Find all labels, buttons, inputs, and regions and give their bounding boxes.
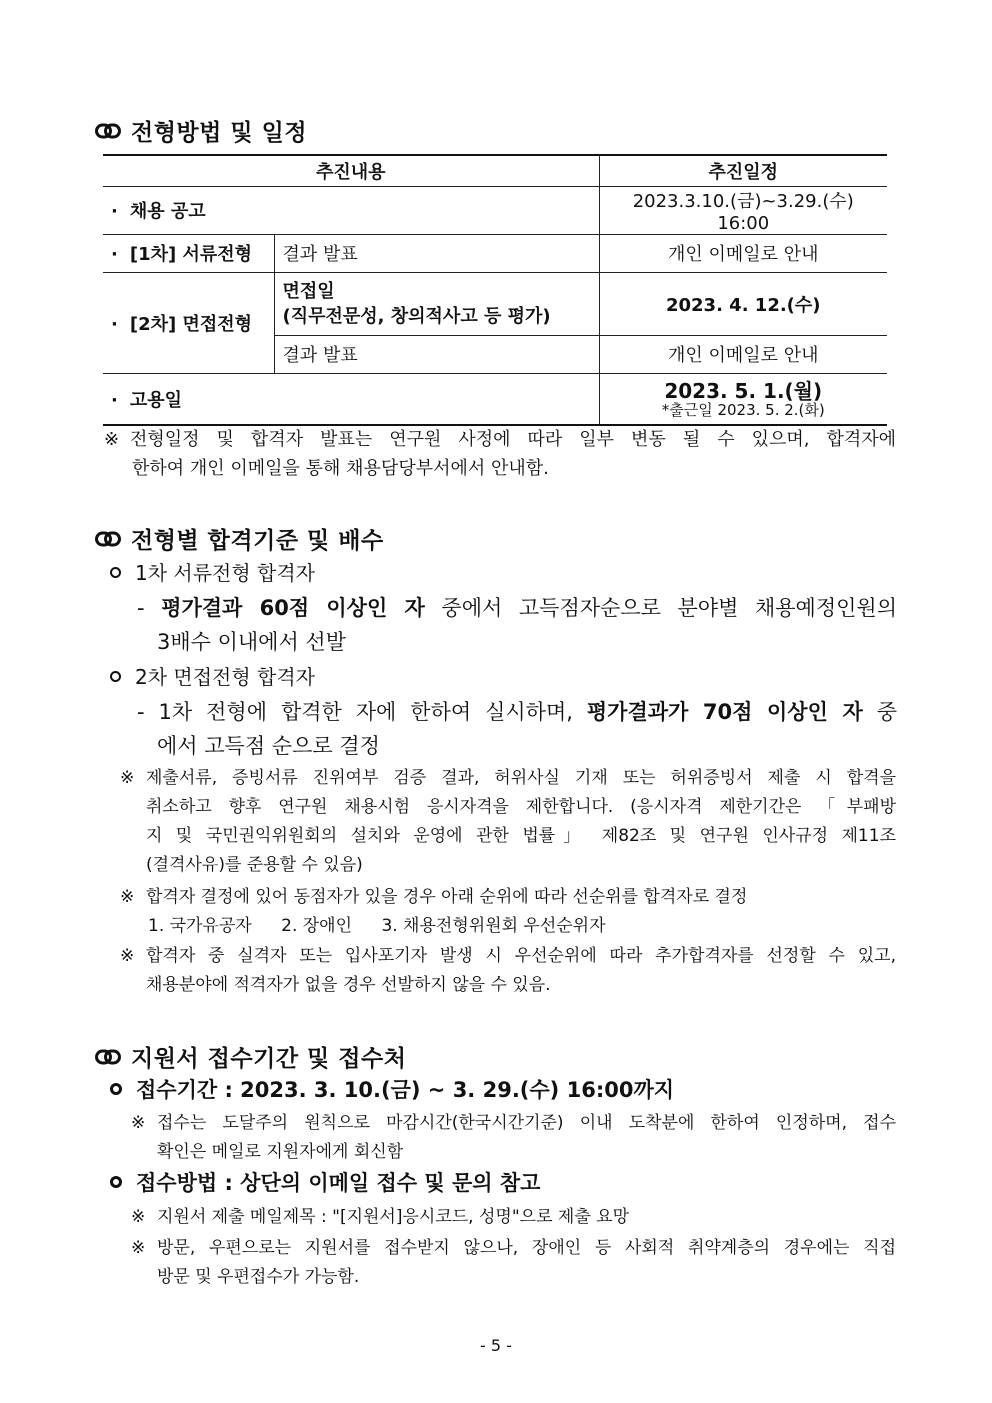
circle-bullet-icon — [110, 1176, 122, 1188]
schedule-note — [104, 425, 896, 483]
criteria-note2 — [120, 883, 896, 941]
hire-date: 2023. 5. 1.(월) — [664, 378, 823, 403]
priority-item: 3. 채용전형위원회 우선순위자 — [381, 916, 606, 936]
period-note-line1: 접수는 도달주의 원칙으로 마감시간(한국시간기준) 이내 도착분에 한하여 인정하며, 접수 — [157, 1113, 896, 1133]
table-row — [103, 272, 887, 335]
round1-title: 1차 서류전형 합격자 — [135, 561, 315, 585]
dash: - — [137, 700, 145, 724]
round2-title: 2차 면접전형 합격자 — [135, 665, 315, 689]
method-note2-line1: 방문, 우편으로는 지원서를 접수받지 않으나, 장애인 등 사회적 취약계층의 경우에는 직접 — [157, 1238, 896, 1258]
period-text: 접수기간 : 2023. 3. 10.(금) ~ 3. 29.(수) 16:00까지 — [136, 1078, 675, 1102]
row-round1-date: 개인 이메일로 안내 — [599, 234, 887, 272]
round1-line2: 3배수 이내에서 선발 — [157, 630, 346, 654]
row-label: [2차] 면접전형 — [129, 313, 253, 335]
criteria-note1 — [120, 764, 896, 880]
round1-detail — [137, 591, 897, 659]
row-round2-interview — [274, 272, 599, 335]
method-text: 접수방법 : 상단의 이메일 접수 및 문의 참고 — [136, 1171, 541, 1195]
application-section-heading — [95, 1040, 406, 1073]
circle-bullet-icon — [110, 671, 121, 682]
note-mark: ※ — [120, 887, 135, 907]
row-round1-label — [103, 234, 274, 272]
row-round2-interview-date: 2023. 4. 12.(수) — [599, 272, 887, 335]
row-round2-result-date: 개인 이메일로 안내 — [599, 335, 887, 373]
note1-line1: 제출서류, 증빙서류 진위여부 검증 결과, 허위사실 기재 또는 허위증빙서 제출 시 합격을 — [146, 768, 896, 788]
application-method — [110, 1168, 540, 1198]
row-dot: · — [111, 244, 118, 265]
link-icon — [95, 1049, 121, 1065]
header-schedule: 추진일정 — [599, 155, 887, 186]
row-label: 고용일 — [129, 389, 183, 411]
priority-item: 1. 국가유공자 — [148, 916, 252, 936]
schedule-section-heading — [95, 114, 307, 147]
criteria-note3 — [120, 942, 896, 1000]
table-row — [103, 373, 887, 425]
schedule-title: 전형방법 및 일정 — [131, 120, 308, 146]
link-icon — [95, 531, 121, 547]
note1-line2: 취소하고 향후 연구원 채용시험 응시자격을 제한합니다. (응시자격 제한기간은 「부패방 — [146, 797, 896, 817]
priority-list — [120, 912, 896, 941]
circle-bullet-icon — [110, 567, 121, 578]
note-mark: ※ — [131, 1207, 146, 1227]
row-round2-label — [103, 272, 274, 373]
round1-heading — [110, 558, 315, 588]
schedule-table — [103, 154, 887, 426]
row-label: [1차] 서류전형 — [129, 244, 253, 265]
note-mark: ※ — [131, 1238, 146, 1258]
note2-line1: 합격자 결정에 있어 동점자가 있을 경우 아래 순위에 따라 선순위를 합격자로 결정 — [146, 887, 748, 907]
method-note2-line2: 방문 및 우편접수가 가능함. — [157, 1267, 360, 1287]
dash: - — [137, 596, 145, 620]
row-recruit-label — [103, 186, 599, 234]
note1-line3: 지 및 국민권익위원회의 설치와 운영에 관한 법률」 제82조 및 연구원 인사규정 제11조 — [146, 826, 896, 846]
method-note1: 지원서 제출 메일제목 : "[지원서]응시코드, 성명"으로 제출 요망 — [157, 1207, 629, 1227]
priority-item: 2. 장애인 — [281, 916, 353, 936]
round1-bold: 평가결과 60점 이상인 자 — [161, 596, 425, 620]
round2-heading — [110, 662, 315, 692]
row-dot: · — [111, 389, 118, 411]
round1-rest: 중에서 고득점자순으로 분야별 채용예정인원의 — [424, 596, 897, 620]
table-row — [103, 186, 887, 234]
row-recruit-date: 2023.3.10.(금)~3.29.(수) 16:00 — [599, 186, 887, 234]
table-row — [103, 234, 887, 272]
circle-bullet-icon — [110, 1083, 122, 1095]
note3-line1: 합격자 중 실격자 또는 입사포기자 발생 시 우선순위에 따라 추가합격자를 선정할 수 있고, — [146, 946, 896, 966]
row-dot: · — [111, 201, 118, 222]
link-icon — [95, 123, 121, 139]
criteria-section-heading — [95, 522, 384, 555]
schedule-note-line1: 전형일정 및 합격자 발표는 연구원 사정에 따라 일부 변동 될 수 있으며, 합격자에 — [130, 429, 896, 450]
note-mark: ※ — [120, 768, 135, 788]
row-hire-date-cell — [599, 373, 887, 425]
method-notes — [131, 1203, 896, 1292]
table-header-row — [103, 155, 887, 186]
row-round1-sub: 결과 발표 — [274, 234, 599, 272]
application-period — [110, 1075, 674, 1105]
period-note — [131, 1109, 896, 1167]
interview-line1: 면접일 — [282, 280, 335, 302]
note-mark: ※ — [104, 429, 120, 450]
page-number: - 5 - — [480, 1336, 512, 1355]
application-title: 지원서 접수기간 및 접수처 — [131, 1046, 407, 1072]
period-note-line2: 확인은 메일로 지원자에게 회신함 — [157, 1142, 404, 1162]
round2-bold: 평가결과가 70점 이상인 자 — [586, 700, 863, 724]
round2-post: 중 — [862, 700, 897, 724]
schedule-note-line2: 한하여 개인 이메일을 통해 채용담당부서에서 안내함. — [132, 458, 549, 479]
criteria-title: 전형별 합격기준 및 배수 — [131, 528, 384, 554]
row-hire-label — [103, 373, 599, 425]
note3-line2: 채용분야에 적격자가 없을 경우 선발하지 않을 수 있음. — [146, 975, 551, 995]
note-mark: ※ — [120, 946, 135, 966]
hire-note: *출근일 2023. 5. 2.(화) — [661, 400, 825, 419]
header-content: 추진내용 — [103, 155, 599, 186]
row-dot: · — [111, 313, 118, 335]
row-label: 채용 공고 — [129, 201, 206, 222]
round2-detail — [137, 695, 897, 763]
note-mark: ※ — [131, 1113, 146, 1133]
note1-line4: (결격사유)를 준용할 수 있음) — [146, 855, 363, 875]
row-round2-result: 결과 발표 — [274, 335, 599, 373]
interview-line2: (직무전문성, 창의적사고 등 평가) — [282, 305, 551, 327]
round2-line2: 에서 고득점 순으로 결정 — [157, 734, 380, 758]
round2-pre: 1차 전형에 합격한 자에 한하여 실시하며, — [158, 700, 587, 724]
